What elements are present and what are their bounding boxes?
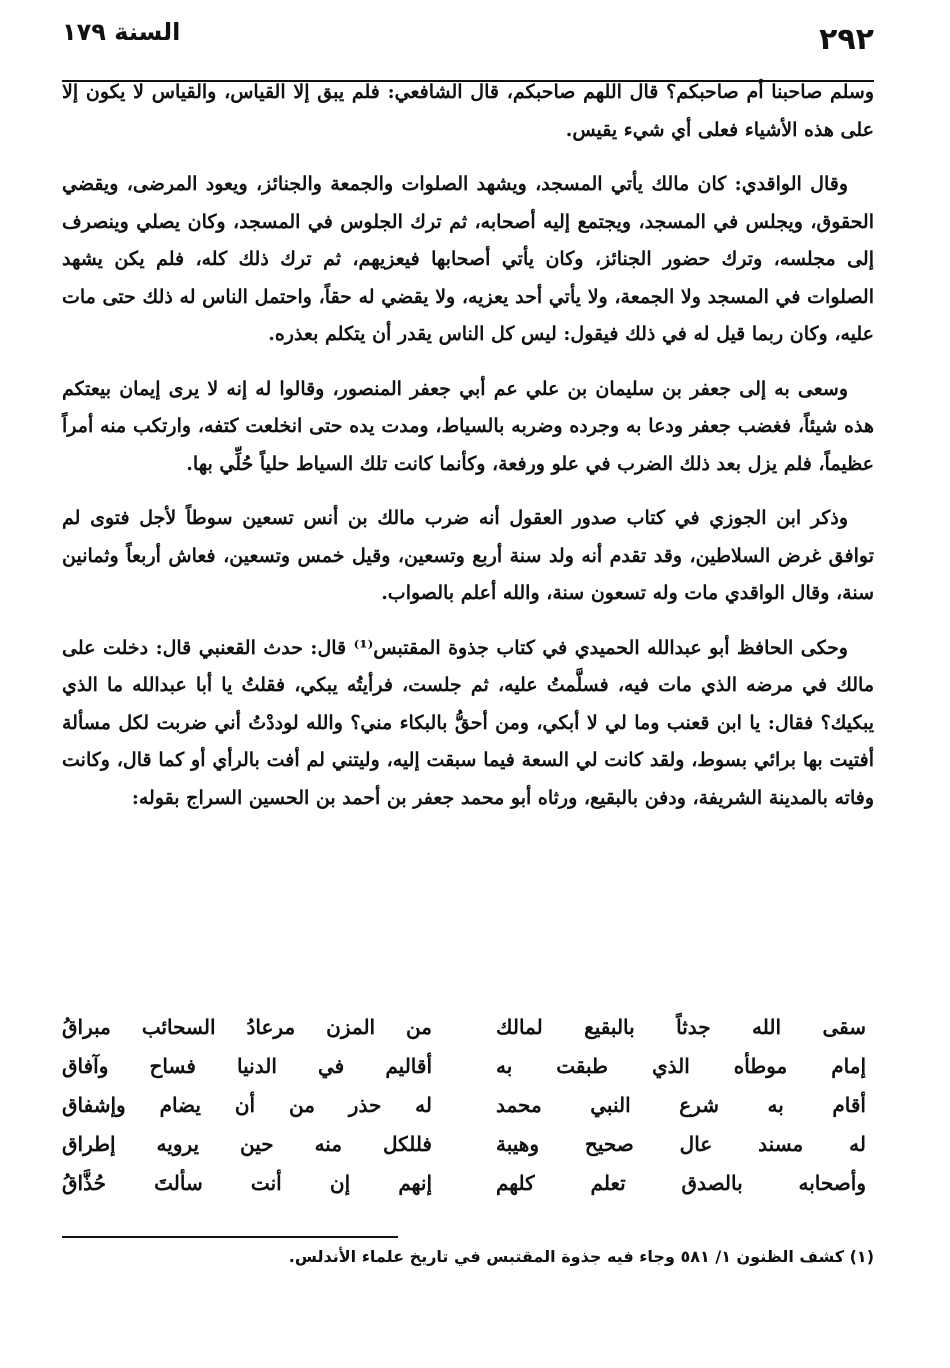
poem-verse (62, 1164, 874, 1203)
poem-verse (62, 1047, 874, 1086)
poem-verse (62, 1008, 874, 1047)
poem (62, 1008, 874, 1203)
paragraph: وسعى به إلى جعفر بن سليمان بن علي عم أبي جعفر المنصور، وقالوا له إنه لا يرى إيمان بيعتكم هذه شيئاً، فغضب جعفر ودعا به وجرده وضربه بالسياط، ومدت يده حتى انخلعت كتفه، وارتكب منه أمراً عظيماً، فلم يزل بعد ذلك الضرب في علو ورفعة، وكأنما كانت تلك السياط حلياً حُلِّي بها. (62, 377, 874, 475)
footnote: (١) كشف الظنون ١/ ٥٨١ وجاء فيه جذوة المقتبس في تاريخ علماء الأندلس. (288, 1247, 874, 1266)
verse-second-hemistich: إنهم إن أنت سألتَ حُذَّاقُ (62, 1171, 432, 1195)
footnote-rule (62, 1236, 398, 1238)
paragraph: وذكر ابن الجوزي في كتاب صدور العقول أنه ضرب مالك بن أنس تسعين سوطاً لأجل فتوى لم توافق غرض السلاطين، وقد تقدم أنه ولد سنة أربع وتسعين، وقيل خمس وتسعين، فعاش أربعاً وثمانين سنة، وقال الواقدي مات وله تسعون سنة، والله أعلم بالصواب. (62, 507, 874, 604)
verse-first-hemistich: سقى الله جدثاً بالبقيع لمالك (496, 1015, 866, 1039)
verse-second-hemistich: له حذر من أن يضام وإشفاق (62, 1093, 432, 1117)
verse-first-hemistich: أقام به شرع النبي محمد (496, 1093, 866, 1117)
paragraph: وقال الواقدي: كان مالك يأتي المسجد، ويشهد الصلوات والجمعة والجنائز، ويعود المرضى، ويقضي الحقوق، ويجلس في المسجد، ويجتمع إليه أصحابه، ثم ترك الجلوس في المسجد، وكان يصلي وينصرف إلى مجلسه، وترك حضور الجنائز، وكان يأتي أصحابها فيعزيهم، ثم ترك ذلك كله، فلم يكن يشهد الصلوات في المسجد ولا الجمعة، ولا يأتي أحد يعزيه، ولا يقضي له حقاً، واحتمل الناس له ذلك حتى مات عليه، وكان ربما قيل له في ذلك فيقول: ليس كل الناس يقدر أن يتكلم بعذره. (62, 173, 874, 345)
book-page (62, 0, 874, 1368)
verse-second-hemistich: أقاليم في الدنيا فساح وآفاق (62, 1054, 432, 1078)
verse-second-hemistich: فللكل منه حين يرويه إطراق (62, 1132, 432, 1156)
page-number: ٢٩٢ (819, 22, 874, 57)
verse-first-hemistich: وأصحابه بالصدق تعلم كلهم (496, 1171, 866, 1195)
verse-first-hemistich: له مسند عال صحيح وهيبة (496, 1132, 866, 1156)
verse-second-hemistich: من المزن مرعادُ السحائب مبراقُ (62, 1015, 432, 1039)
paragraph: وحكى الحافظ أبو عبدالله الحميدي في كتاب جذوة المقتبس⁽¹⁾ قال: حدث القعنبي قال: دخلت على مالك في مرضه الذي مات فيه، فسلَّمتُ عليه، ثم جلست، فرأيتُه يبكي، فقلتُ يا أبا عبدالله ما الذي يبكيك؟ فقال: يا ابن قعنب وما لي لا أبكي، ومن أحقُّ بالبكاء مني؟ والله لوددْتُ أني ضربت لكل مسألة أفتيت بها برائي بسوط، ولقد كانت لي السعة فيما سبقت إليه، وليتني لم أفت بالرأي أو كما قال، وكانت وفاته بالمدينة الشريفة، ودفن بالبقيع، ورثاه أبو محمد جعفر بن أحمد بن الحسين السراج بقوله: (62, 636, 874, 809)
body-text (62, 74, 874, 834)
poem-verse (62, 1086, 874, 1125)
paragraph: وسلم صاحبنا أم صاحبكم؟ قال اللهم صاحبكم، قال الشافعي: فلم يبق إلا القياس، والقياس لا يكون إلا على هذه الأشياء فعلى أي شيء يقيس. (62, 81, 874, 141)
page-header (62, 16, 874, 66)
poem-verse (62, 1125, 874, 1164)
running-title: السنة ١٧٩ (62, 18, 181, 46)
verse-first-hemistich: إمام موطأه الذي طبقت به (496, 1054, 866, 1078)
